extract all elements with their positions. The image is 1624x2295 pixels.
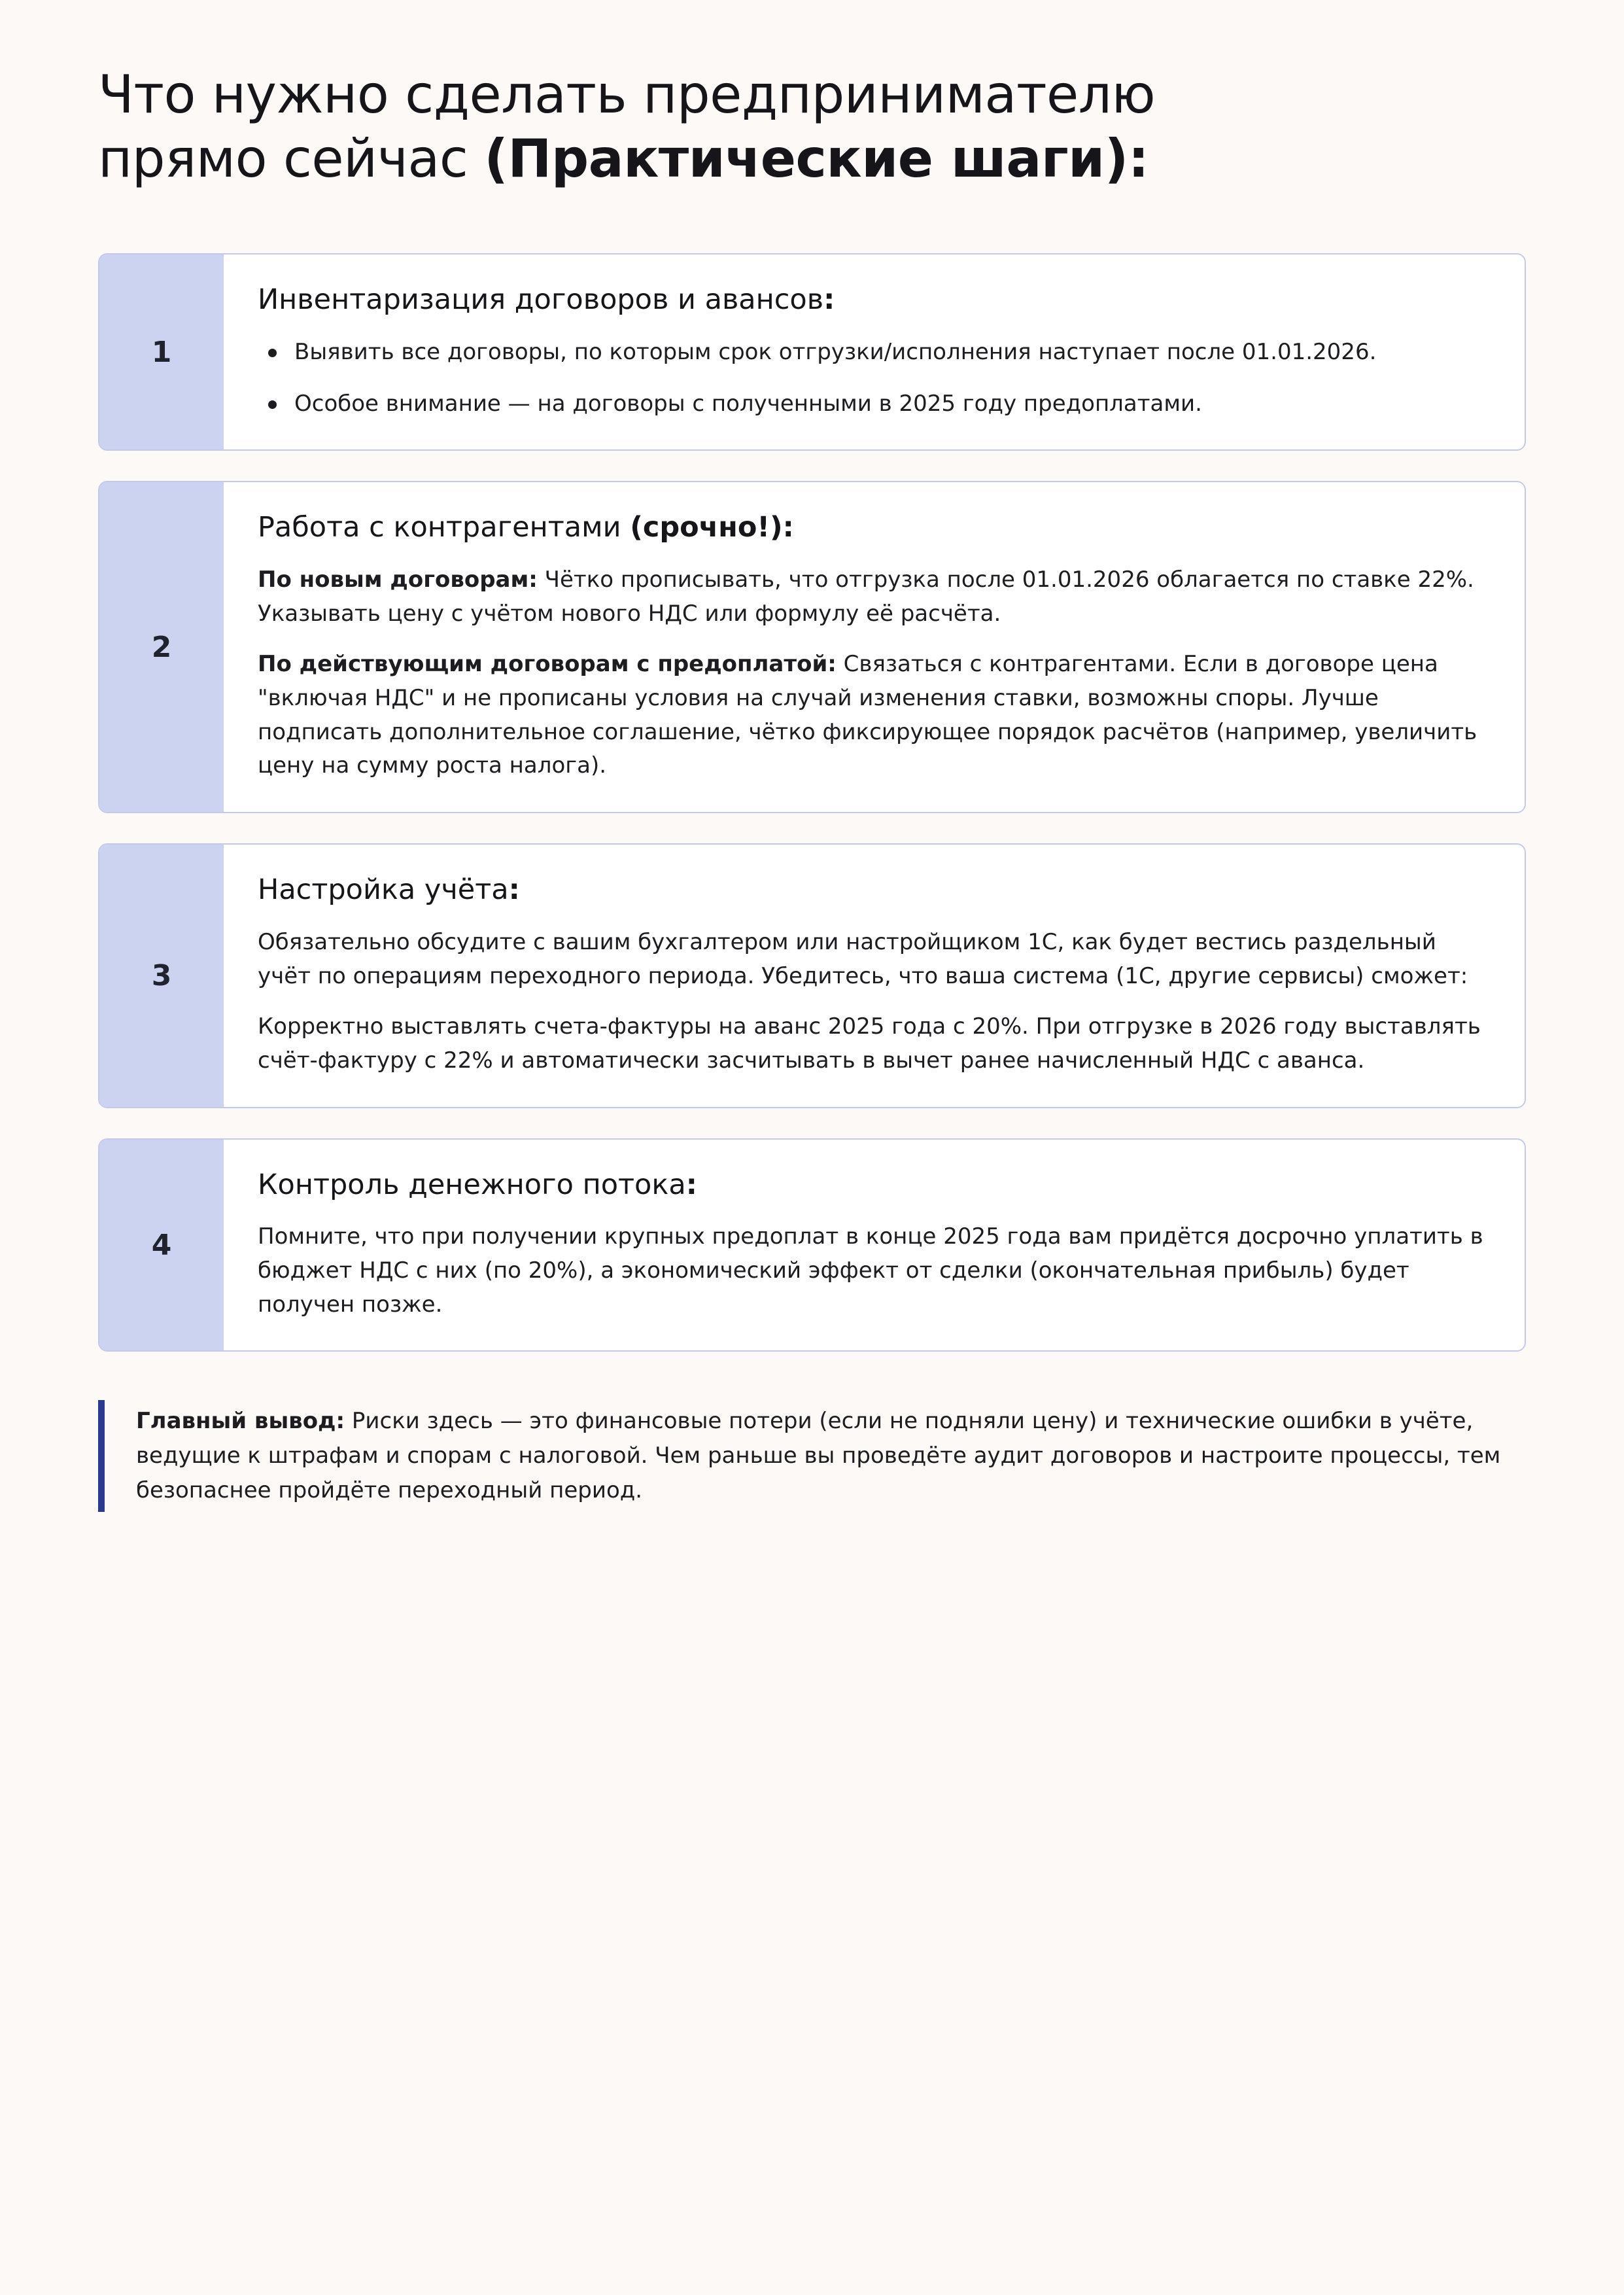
step-card-2 (98, 481, 1526, 813)
step-heading-4 (258, 1167, 1491, 1204)
step-heading-4-plain: Контроль денежного потока (258, 1168, 686, 1201)
step-heading-3 (258, 872, 1491, 909)
step-number-2: 2 (99, 482, 224, 812)
page-title (98, 63, 1524, 190)
step-body-1 (224, 254, 1525, 449)
conclusion-block (98, 1400, 1526, 1511)
step-body-3 (224, 845, 1525, 1107)
step-2-paragraph-2-lead: По действующим договорам с предоплатой: (258, 651, 837, 678)
step-heading-4-bold: : (685, 1168, 697, 1201)
step-heading-2-plain: Работа с контрагентами (258, 511, 631, 544)
step-card-3 (98, 843, 1526, 1108)
step-heading-3-bold: : (508, 873, 520, 906)
step-number-1: 1 (99, 254, 224, 449)
step-2-paragraph-1 (258, 563, 1491, 631)
list-item: Особое внимание — на договоры с полученными в 2025 году предоплатами. (258, 387, 1491, 421)
step-4-paragraph-1: Помните, что при получении крупных предоплат в конце 2025 года вам придётся досрочно уплатить в бюджет НДС с них (по 20%), а экономический эффект от сделки (окончательная прибыль) будет получен позже. (258, 1223, 1483, 1318)
step-2-paragraph-2-text: Связаться с контрагентами. Если в договоре цена "включая НДС" и не прописаны условия на случай изменения ставки, возможны споры. Лучше подписать дополнительное соглашение, чётко фиксирующее порядок расчётов (например, увеличить цену на сумму роста налога). (258, 651, 1477, 779)
step-1-bullets (258, 336, 1491, 421)
conclusion-body: Риски здесь — это финансовые потери (если не подняли цену) и технические ошибки в учёте, ведущие к штрафам и спорам с налоговой. Чем раньше вы проведёте аудит договоров и настроите процессы, тем безопаснее пройдёте переходный период. (136, 1408, 1501, 1503)
conclusion-text (136, 1404, 1526, 1507)
step-2-paragraph-1-lead: По новым договорам: (258, 566, 538, 593)
page-title-line2-bold: (Практические шаги): (484, 128, 1149, 189)
step-body-2 (224, 482, 1525, 812)
page-title-line2-plain: прямо сейчас (98, 128, 485, 189)
step-3-paragraph-2: Корректно выставлять счета-фактуры на аванс 2025 года с 20%. При отгрузке в 2026 году выставлять счёт-фактуру с 22% и автоматически засчитывать в вычет ранее начисленный НДС с аванса. (258, 1013, 1481, 1074)
steps-list (98, 253, 1526, 1352)
step-3-paragraph-1: Обязательно обсудите с вашим бухгалтером или настройщиком 1С, как будет вестись раздельный учёт по операциям переходного периода. Убедитесь, что ваша система (1С, другие сервисы) сможет: (258, 928, 1468, 989)
step-heading-2 (258, 510, 1491, 546)
list-item: Выявить все договоры, по которым срок отгрузки/исполнения наступает после 01.01.2026. (258, 336, 1491, 369)
step-heading-2-bold: (срочно!): (630, 511, 794, 544)
step-number-3: 3 (99, 845, 224, 1107)
step-heading-1 (258, 282, 1491, 319)
step-card-1 (98, 253, 1526, 451)
step-heading-1-plain: Инвентаризация договоров и авансов (258, 283, 824, 317)
conclusion-lead: Главный вывод: (136, 1408, 345, 1435)
step-body-4 (224, 1140, 1525, 1351)
step-heading-3-plain: Настройка учёта (258, 873, 509, 906)
page-title-line1: Что нужно сделать предпринимателю (98, 64, 1156, 125)
step-2-paragraph-2 (258, 648, 1491, 783)
step-2-paragraph-1-text: Чётко прописывать, что отгрузка после 01.01.2026 облагается по ставке 22%. Указывать цену с учётом нового НДС или формулу её расчёта. (258, 566, 1474, 627)
step-number-4: 4 (99, 1140, 224, 1351)
step-heading-1-bold: : (823, 283, 835, 317)
step-card-4 (98, 1138, 1526, 1352)
